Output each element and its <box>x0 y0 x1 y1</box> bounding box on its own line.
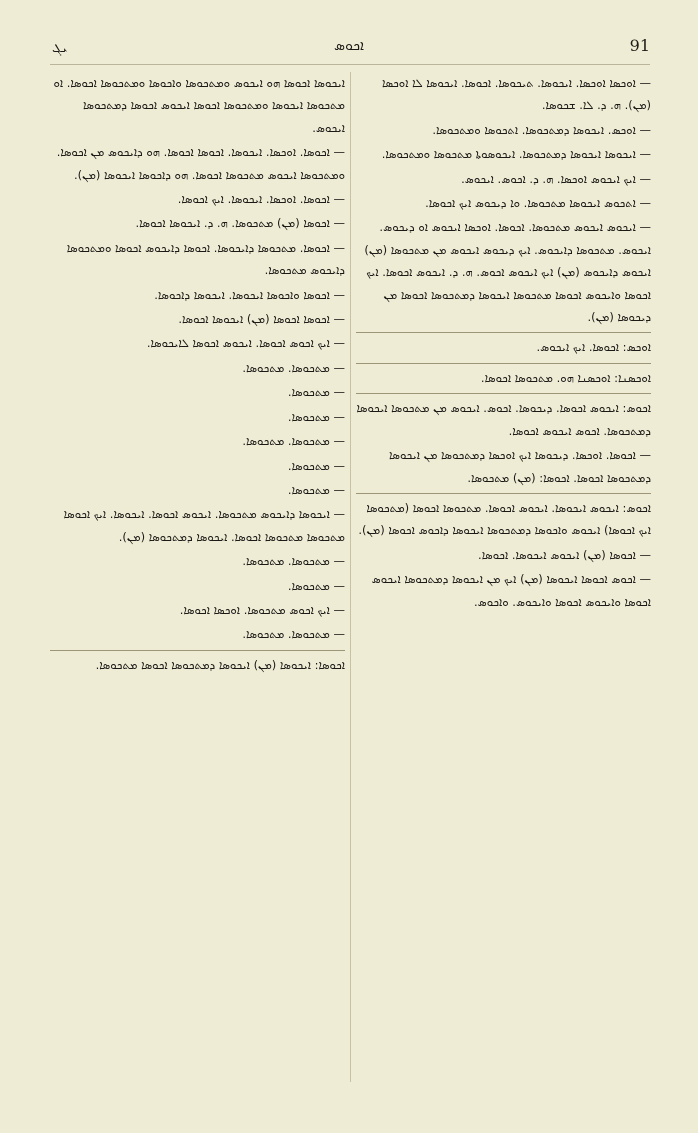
dictionary-entry: — ܡܬܟܘܣܐ. <box>287 385 345 400</box>
header-rule <box>50 64 650 65</box>
dictionary-entry: — ܡܬܟܘܣܐ. ܡܬܟܘܣܐ. <box>242 434 345 449</box>
headword-entry: ܐܘܟܣܢܐ: ܐܘܟܣܢܐ ܗܘ. ܡܬܟܘܣܐ ܐܟܘܣܐ. <box>356 363 651 389</box>
column-divider <box>350 72 351 1082</box>
dictionary-entry: — ܐܟܘܣܐ. ܐܘܟܣܐ. ܕܝܟܘܣܐ ܐܝܟ ܐܘܟܣܐ ܕܡܬܟܘܣܐ ܡܢ ܐܝܟܘܣܐ ܕܡܬܟܘܣܐ ܐܟܘܣܐ. ܐܟܘܣܐ: (ܡܢ) ܡܬܟܘܣܐ. <box>388 448 651 485</box>
right-column <box>356 72 651 615</box>
dictionary-entry: — ܡܬܟܘܣܐ. <box>287 482 345 497</box>
dictionary-entry: — ܐܝܟܘܣܐ ܐܝܟܘܣܐ ܕܡܬܟܘܣܐ. ܐܝܟܘܣܘܬܐ ܡܬܟܘܣܐ ܘܡܬܟܘܣܐ. <box>381 147 651 162</box>
headword-entry: ܐܟܘܣ: ܐܝܟܘܣ ܐܟܘܣܐ. ܕܝܟܘܣܐ. ܐܟܘܣ. ܐܝܟܘܣ ܡܢ ܡܬܟܘܣܐ ܐܝܟܘܣܐ ܕܡܬܟܘܣܐ. ܐܟܘܣ ܐܝܟܘܣ ܐܟܘܣܐ. <box>356 393 651 442</box>
dictionary-entry: ܐܝܟܘܣܐ ܐܟܘܣܐ ܗܘ ܐܝܟܘܣ ܘܡܬܟܘܣܐ ܘܐܟܘܣܐ ܘܡܬܟܘܣܐ ܐܟܘܣܐ. ܐܘ ܡܬܟܘܣܐ ܐܝܟܘܣܐ ܘܡܬܟܘܣܐ ܐܟܘܣܐ ܐܝܟܘܣ ܐܟܘܣܐ ܕܡܬܟܘܣܐ ܐܝܟܘܣ. <box>53 76 345 135</box>
dictionary-entry: — ܐܟܘܣܐ ܘܐܟܘܣܐ ܐܝܟܘܣܐ. ܐܝܟܘܣܐ ܕܐܟܘܣܐ. <box>154 287 345 302</box>
dictionary-entry: — ܐܟܘܣܐ (ܡܢ) ܐܝܟܘܣ ܐܝܟܘܣܐ. ܐܟܘܣܐ. <box>478 547 651 562</box>
dictionary-entry: — ܐܟܘܣܐ ܐܟܘܣܐ (ܡܢ) ܐܝܟܘܣܐ ܐܟܘܣܐ. <box>178 312 345 327</box>
dictionary-entry: — ܐܝܟܘܣ ܐܝܟܘܣ ܡܬܟܘܣܐ. ܐܟܘܣܐ. ܐܘܟܣܐ ܐܝܟܘܣ ܐܘ ܕܝܟܘܣ. ܐܝܟܘܣ. ܡܬܟܘܣܐ ܕܐܝܟܘܣ. ܐܝܟ ܕܝܟܘܣ ܐܝܟܘܣ ܡܢ ܡܬܟܘܣܐ (ܡܢ) ܐܝܟܘܣ ܕܐܝܟܘܣ (ܡܢ) ܐܝܟ ܐܝܟܘܣ ܐܟܘܣ. ܗ. ܕ. ܐܝܟܘܣ ܐܟܘܣܐ. ܐܝܟ ܐܟܘܣܐ ܘܐܝܟܘܣ ܐܟܘܣܐ ܡܬܟܘܣܐ ܐܝܟܘܣܐ ܕܡܬܟܘܣܐ ܐܟܘܣܐ ܡܢ ܕܝܟܘܣܐ (ܡܢ). <box>364 220 651 325</box>
dictionary-entry: — ܐܘܟܣ. ܐܝܟܘܣܐ ܕܡܬܟܘܣܐ. ܐܬܟܘܣܐ ܘܡܬܟܘܣܐ. <box>432 122 651 137</box>
left-column <box>50 72 345 678</box>
dictionary-entry: — ܐܟܘܣܐ (ܡܢ) ܡܬܟܘܣܐ. ܗ. ܕ. ܐܝܟܘܣܐ ܐܟܘܣܐ. <box>135 216 345 231</box>
dictionary-entry: — ܐܬܟܘܣ ܐܝܟܘܣܐ ܡܬܟܘܣܐ. ܘܐ ܕܝܟܘܣ ܐܝܟ ܐܟܘܣܐ. <box>425 196 651 211</box>
page-number: 91 <box>629 36 650 55</box>
dictionary-entry: — ܡܬܟܘܣܐ. ܡܬܟܘܣܐ. <box>242 627 345 642</box>
headword-entry: ܐܟܘܣܐ: ܐܝܟܘܣܐ (ܡܢ) ܐܝܟܘܣܐ ܕܡܬܟܘܣܐ ܐܟܘܣܐ ܡܬܟܘܣܐ. <box>50 650 345 676</box>
dictionary-entry: — ܐܝܟܘܣܐ ܕܐܝܟܘܣ ܡܬܟܘܣܐ. ܐܝܟܘܣ ܐܟܘܣܐ. ܐܝܟܘܣܐ. ܐܝܟ ܐܟܘܣܐ ܡܬܟܘܣܐ ܡܬܟܘܣܐ ܐܟܘܣܐ. ܐܝܟܘܣܐ ܕܡܬܟܘܣܐ (ܡܢ). <box>63 507 345 544</box>
dictionary-entry: — ܐܝܟ ܐܝܟܘܣ ܐܘܟܣܐ. ܗ. ܕ. ܐܟܘܣ. ܐܝܟܘܣ. <box>461 171 651 186</box>
dictionary-entry: — ܡܬܟܘܣܐ. <box>287 458 345 473</box>
dictionary-entry: — ܡܬܟܘܣܐ. <box>287 409 345 424</box>
dictionary-entry: — ܐܝܟ ܐܟܘܣ ܐܟܘܣܐ. ܐܝܟܘܣ ܐܟܘܣܐ ܠܐܝܟܘܣܐ. <box>146 336 345 351</box>
dictionary-entry: — ܐܝܟ ܐܟܘܣ ܡܬܟܘܣܐ. ܐܘܟܣܐ ܐܟܘܣܐ. <box>179 602 345 617</box>
running-head: ܐܟܘܣ <box>334 38 364 54</box>
dictionary-entry: — ܡܬܟܘܣܐ. ܡܬܟܘܣܐ. <box>242 554 345 569</box>
headword-entry: ܐܟܘܣ: ܐܝܟܘܣ ܐܝܟܘܣܐ. ܐܝܟܘܣ ܐܟܘܣܐ. ܡܬܟܘܣܐ ܐܟܘܣܐ (ܡܬܟܘܣܐ ܐܝܟ ܐܟܘܣܐ) ܐܝܟܘܣ ܘܐܟܘܣܐ ܕܡܬܟܘܣܐ ܐܝܟܘܣܐ ܕܐܟܘܣ ܐܟܘܣܐ (ܡܢ). <box>356 493 651 542</box>
dictionary-entry: — ܐܟܘܣ ܐܟܘܣܐ ܐܝܟܘܣܐ (ܡܢ) ܐܝܟ ܡܢ ܐܝܟܘܣܐ ܕܡܬܟܘܣܐ ܐܝܟܘܣ ܐܟܘܣܐ ܘܐܝܟܘܣ ܐܟܘܣܐ ܘܐܝܟܘܣ. ܘܐܟܘܣ. <box>371 572 651 609</box>
header-left-marker: ܝܓ <box>52 38 68 56</box>
dictionary-entry: — ܐܟܘܣܐ. ܐܘܟܣܐ. ܐܝܟܘܣܐ. ܐܟܘܣܐ ܐܟܘܣܐ. ܗܘ ܕܐܝܟܘܣ ܡܢ ܐܟܘܣܐ. ܘܡܬܟܘܣܐ ܐܝܟܘܣ ܡܬܟܘܣܐ ܐܟܘܣܐ. ܗܘ ܕܐܟܘܣܐ ܐܝܟܘܣܐ (ܡܢ). <box>56 145 345 182</box>
page-header <box>48 36 650 60</box>
headword-entry: ܐܘܟܣ: ܐܟܘܣܐ. ܐܝܟ ܐܝܟܘܣ. <box>356 332 651 358</box>
dictionary-entry: — ܐܘܟܣܐ ܐܘܟܣܐ. ܐܝܟܘܣܐ. ܬܝܟܘܣܐ. ܐܟܘܣܐ. ܐܝܟܘܣܐ ܠܐ ܐܘܟܣܐ (ܡܢ). ܗ. ܕ. ܠܐ. ܫܟܘܣܐ. <box>381 76 651 113</box>
dictionary-entry: — ܡܬܟܘܣܐ. ܡܬܟܘܣܐ. <box>242 360 345 375</box>
dictionary-entry: — ܐܟܘܣܐ. ܡܬܟܘܣܐ ܕܐܝܟܘܣܐ. ܐܟܘܣܐ ܕܐܝܟܘܣ ܐܟܘܣܐ ܘܡܬܟܘܣܐ ܕܐܝܟܘܣ ܡܬܟܘܣܐ. <box>66 240 345 278</box>
dictionary-entry: — ܐܟܘܣܐ. ܐܘܟܣܐ. ܐܝܟܘܣܐ. ܐܝܟ ܐܟܘܣܐ. <box>177 192 345 207</box>
dictionary-entry: — ܡܬܟܘܣܐ. <box>287 578 345 593</box>
